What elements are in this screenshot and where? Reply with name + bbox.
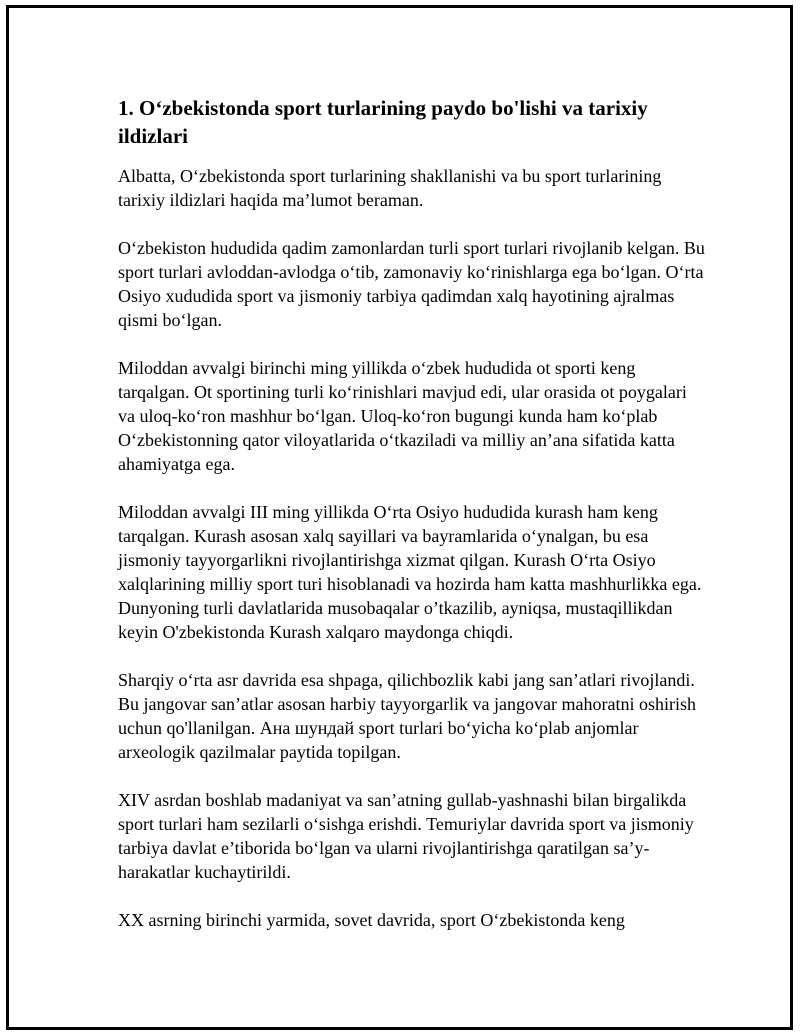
paragraph-xx-century: XX asrning birinchi yarmida, sovet davrida, sport O‘zbekistonda keng — [118, 910, 625, 930]
paragraph-ancient-sports: O‘zbekiston hududida qadim zamonlardan turli sport turlari rivojlanib kelgan. Bu sport turlari avloddan-avlodga o‘tib, zamonaviy ko‘rinishlarga ega bo‘lgan. O‘rta Osiyo xududida sport va jismoniy tarbiya qadimdan xalq hayotining ajralmas qismi bo‘lgan. — [118, 238, 705, 330]
paragraph-intro: Albatta, O‘zbekistonda sport turlarining shakllanishi va bu sport turlarining tarixiy ildizlari haqida ma’lumot beraman. — [118, 166, 662, 210]
paragraph-kurash: Miloddan avvalgi III ming yillikda O‘rta Osiyo hududida kurash ham keng tarqalgan. Kurash asosan xalq sayillari va bayramlarida o‘ynalgan, bu esa jismoniy tayyorgarlikni rivojlantirishga xizmat qilgan. Kurash O‘rta Osiyo xalqlarining milliy sport turi hisoblanadi va hozirda ham katta mashhurlikka ega. Dunyoning turli davlatlarida musobaqalar o’tkazilib, ayniqsa, mustaqillikdan keyin O'zbekistonda Kurash xalqaro maydonga chiqdi. — [118, 502, 702, 642]
paragraph-xiv-century: XIV asrdan boshlab madaniyat va san’atning gullab-yashnashi bilan birgalikda sport turlari ham sezilarli o‘sishga erishdi. Temuriylar davrida sport va jismoniy tarbiya davlat e’tiborida bo‘lgan va ularni rivojlantirishga qaratilgan sa’y-harakatlar kuchaytirildi. — [118, 790, 694, 882]
section-heading: 1. O‘zbekistonda sport turlarining paydo bo'lishi va tarixiy ildizlari — [118, 96, 648, 148]
paragraph-martial-arts: Sharqiy o‘rta asr davrida esa shpaga, qilichbozlik kabi jang san’atlari rivojlandi. Bu jangovar san’atlar asosan harbiy tayyorgarlik va jangovar mahoratni oshirish uchun qo'llanilgan. Ана шундай sport turlari bo‘yicha ko‘plab anjomlar arxeologik qazilmalar paytida topilgan. — [118, 670, 697, 762]
document-body — [118, 94, 708, 956]
paragraph-horse-sport: Miloddan avvalgi birinchi ming yillikda o‘zbek hududida ot sporti keng tarqalgan. Ot sportining turli ko‘rinishlari mavjud edi, ular orasida ot poygalari va uloq-ko‘ron mashhur bo‘lgan. Uloq-ko‘ron bugungi kunda ham ko‘plab O‘zbekistonning qator viloyatlarida o‘tkaziladi va milliy an’ana sifatida katta ahamiyatga ega. — [118, 358, 687, 474]
